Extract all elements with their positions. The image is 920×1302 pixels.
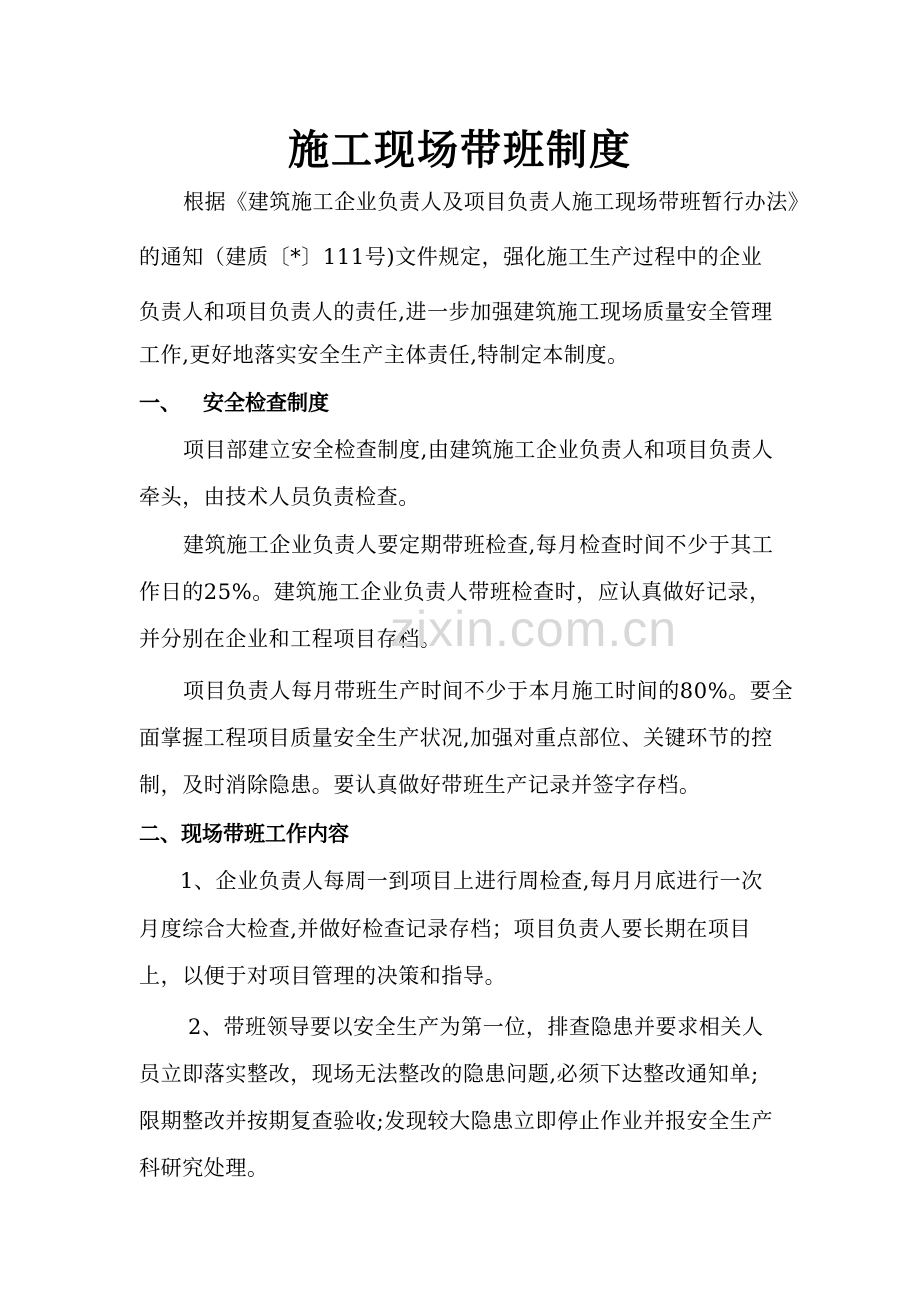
section-1-para-3-line-3: 制，及时消除隐患。要认真做好带班生产记录并签字存档。 <box>139 773 701 797</box>
section-1-para-1-line-2: 牵头，由技术人员负责检查。 <box>139 485 420 509</box>
watermark: zixin.com.cn <box>390 601 678 657</box>
section-2-item-1-line-3: 上，以便于对项目管理的决策和指导。 <box>139 964 507 988</box>
section-1-para-3-line-1: 项目负责人每月带班生产时间不少于本月施工时间的80%。要全 <box>183 679 794 703</box>
section-1-para-2-line-1: 建筑施工企业负责人要定期带班检查,每月检查时间不少于其工 <box>183 533 774 557</box>
section-1-heading <box>139 388 329 418</box>
intro-line-4: 工作,更好地落实安全生产主体责任,特制定本制度。 <box>139 343 629 367</box>
section-1-para-1-line-1: 项目部建立安全检查制度,由建筑施工企业负责人和项目负责人 <box>183 438 774 462</box>
section-2-item-2-line-1: 2、带班领导要以安全生产为第一位，排查隐患并要求相关人 <box>188 1015 764 1039</box>
intro-line-1: 根据《建筑施工企业负责人及项目负责人施工现场带班暂行办法》 <box>183 190 810 214</box>
section-1-para-3-line-2: 面掌握工程项目质量安全生产状况,加强对重点部位、关键环节的控 <box>139 726 773 750</box>
section-1-title: 安全检查制度 <box>203 390 329 415</box>
section-2-item-2-line-2: 员立即落实整改，现场无法整改的隐患问题,必须下达整改通知单; <box>139 1062 759 1086</box>
section-1-number: 一、 <box>139 390 181 415</box>
section-1-para-2-line-2: 作日的25%。建筑施工企业负责人带班检查时，应认真做好记录， <box>139 580 771 604</box>
page-title: 施工现场带班制度 <box>288 126 632 174</box>
section-1-para-2-line-3: 并分别在企业和工程项目存档。 <box>139 627 442 651</box>
intro-line-3: 负责人和项目负责人的责任,进一步加强建筑施工现场质量安全管理 <box>139 300 773 324</box>
section-2-item-2-line-4: 科研究处理。 <box>139 1156 269 1180</box>
section-2-heading: 二、现场带班工作内容 <box>139 821 349 846</box>
section-2-item-1-line-1: 1、企业负责人每周一到项目上进行周检查,每月月底进行一次 <box>180 869 763 893</box>
section-2-item-2-line-3: 限期整改并按期复查验收;发现较大隐患立即停止作业并报安全生产 <box>139 1109 774 1133</box>
intro-line-2: 的通知（建质〔*〕111号)文件规定，强化施工生产过程中的企业 <box>139 245 763 269</box>
section-2-item-1-line-2: 月度综合大检查,并做好检查记录存档；项目负责人要长期在项目 <box>139 917 752 941</box>
